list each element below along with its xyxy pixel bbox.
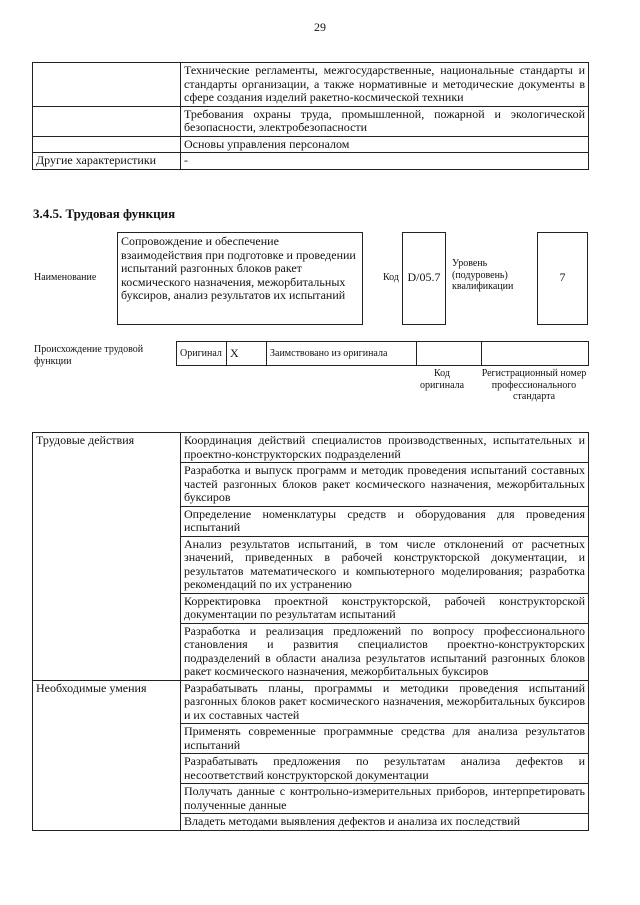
row-text: Технические регламенты, межгосударственные, национальные стандарты и стандарты организации, а также нормативные и методические документы в сфере создания изделий ракетно-космической техники (181, 63, 589, 107)
main-table (32, 432, 589, 831)
table-row (33, 136, 589, 153)
row-label: Другие характеристики (33, 153, 181, 170)
table-row (33, 680, 589, 724)
group-label: Трудовые действия (33, 433, 181, 681)
list-item: Координация действий специалистов производственных, испытательных и проектно-конструкторских подразделений (181, 433, 589, 463)
row-text: Требования охраны труда, промышленной, пожарной и экологической безопасности, электробезопасности (181, 106, 589, 136)
regnum-cell (482, 342, 589, 366)
function-name: Сопровождение и обеспечение взаимодействия при подготовке и проведении испытаний разгонных блоков ракет космического назначения, межорбитальных буксиров, анализ результатов их испытаний (117, 232, 363, 325)
row-label (33, 106, 181, 136)
page-number: 29 (314, 20, 326, 34)
table-row (33, 433, 589, 463)
top-table (32, 62, 589, 170)
code-original-cell (417, 342, 482, 366)
code-caption: Код оригинала (419, 368, 465, 391)
code-value: D/05.7 (402, 232, 446, 325)
origin-table (176, 341, 589, 366)
list-item: Разработка и выпуск программ и методик проведения испытаний составных частей разгонных блоков ракет космического назначения, межорбитальных буксиров (181, 463, 589, 507)
list-item: Определение номенклатуры средств и оборудования для проведения испытаний (181, 506, 589, 536)
original-mark: X (227, 342, 267, 366)
table-row (33, 153, 589, 170)
list-item: Применять современные программные средства для анализа результатов испытаний (181, 724, 589, 754)
list-item: Разрабатывать предложения по результатам анализа дефектов и несоответствий конструкторской документации (181, 754, 589, 784)
group-label: Необходимые умения (33, 680, 181, 830)
regnum-caption: Регистрационный номер профессионального стандарта (481, 368, 587, 402)
original-label: Оригинал (177, 342, 227, 366)
row-text: - (181, 153, 589, 170)
list-item: Получать данные с контрольно-измерительных приборов, интерпретировать полученные данные (181, 784, 589, 814)
origin-label: Происхождение трудовой функции (34, 344, 144, 367)
code-label: Код (383, 272, 399, 283)
list-item: Разработка и реализация предложений по вопросу профессионального становления и развития специалистов проектно-конструкторских подразделений в области анализа результатов испытаний разгонных блоков ракет космического назначения, межорбитальных буксиров (181, 623, 589, 680)
section-heading: 3.4.5. Трудовая функция (33, 206, 176, 221)
list-item: Владеть методами выявления дефектов и анализа их последствий (181, 814, 589, 831)
level-label: Уровень (подуровень) квалификации (452, 258, 514, 292)
list-item: Разрабатывать планы, программы и методики проведения испытаний разгонных блоков ракет космического назначения, межорбитальных буксиров и их составных частей (181, 680, 589, 724)
level-value: 7 (537, 232, 588, 325)
row-text: Основы управления персоналом (181, 136, 589, 153)
table-row (33, 106, 589, 136)
name-label: Наименование (34, 272, 97, 283)
row-label (33, 136, 181, 153)
row-label (33, 63, 181, 107)
table-row (33, 63, 589, 107)
list-item: Корректировка проектной конструкторской, рабочей конструкторской документации по результатам испытаний (181, 593, 589, 623)
borrowed-label: Заимствовано из оригинала (267, 342, 417, 366)
list-item: Анализ результатов испытаний, в том числе отклонений от расчетных значений, приведенных в рабочей конструкторской документации, и результатов математического и компьютерного моделирования; разработка рекомендаций по их устранению (181, 536, 589, 593)
